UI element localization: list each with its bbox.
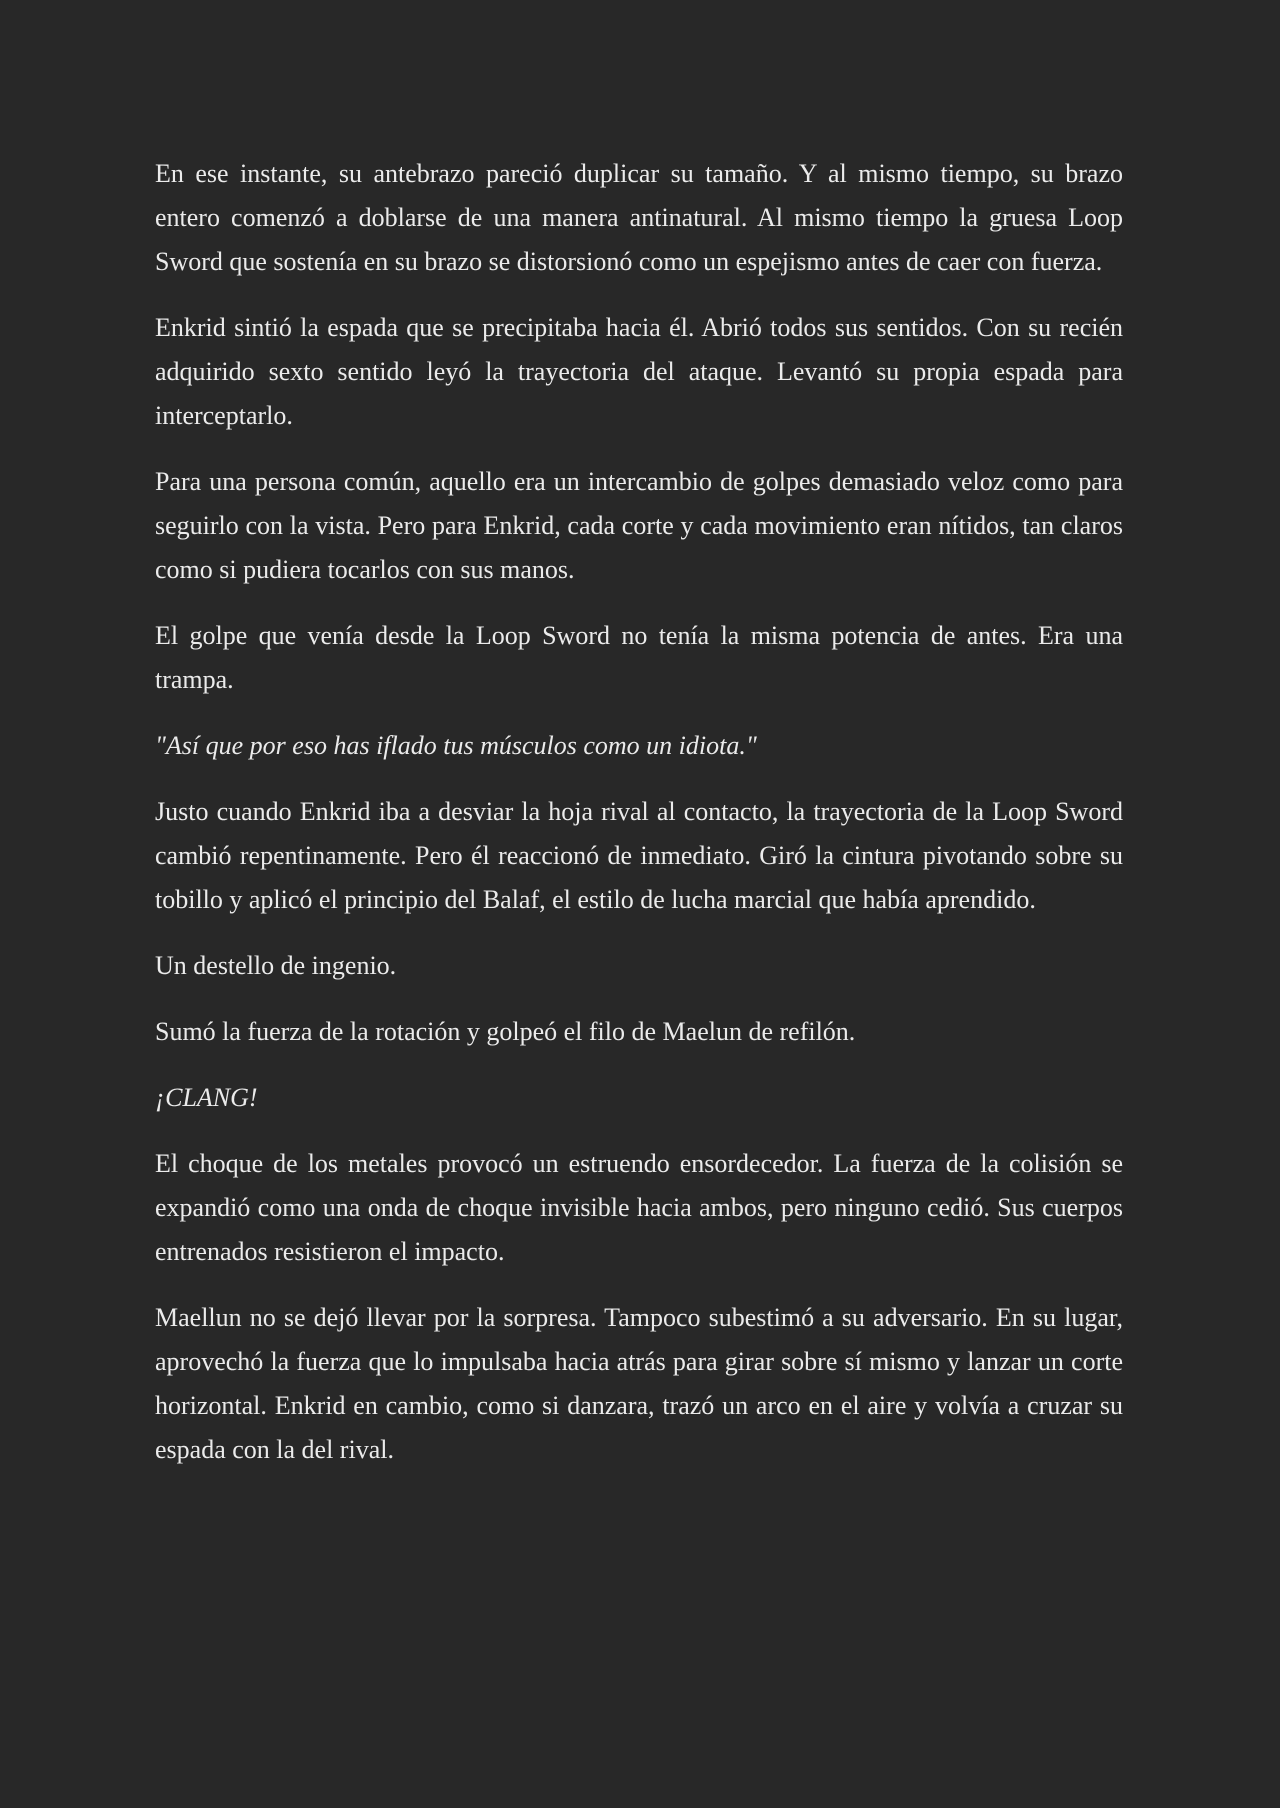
paragraph: Enkrid sintió la espada que se precipitaba hacia él. Abrió todos sus sentidos. Con su recién adquirido sexto sentido leyó la trayectoria del ataque. Levantó su propia espada para interceptarlo. <box>155 313 1123 430</box>
reading-pane <box>155 152 1123 1494</box>
paragraph: Para una persona común, aquello era un intercambio de golpes demasiado veloz como para seguirlo con la vista. Pero para Enkrid, cada corte y cada movimiento eran nítidos, tan claros como si pudiera tocarlos con sus manos. <box>155 467 1123 584</box>
paragraph: Maellun no se dejó llevar por la sorpresa. Tampoco subestimó a su adversario. En su lugar, aprovechó la fuerza que lo impulsaba hacia atrás para girar sobre sí mismo y lanzar un corte horizontal. Enkrid en cambio, como si danzara, trazó un arco en el aire y volvía a cruzar su espada con la del rival. <box>155 1303 1123 1464</box>
sound-effect: ¡CLANG! <box>155 1083 258 1112</box>
dialogue-line: "Así que por eso has iflado tus músculos como un idiota." <box>155 731 757 760</box>
paragraph: En ese instante, su antebrazo pareció duplicar su tamaño. Y al mismo tiempo, su brazo entero comenzó a doblarse de una manera antinatural. Al mismo tiempo la gruesa Loop Sword que sostenía en su brazo se distorsionó como un espejismo antes de caer con fuerza. <box>155 159 1123 276</box>
paragraph: Sumó la fuerza de la rotación y golpeó el filo de Maelun de refilón. <box>155 1017 856 1046</box>
paragraph: Un destello de ingenio. <box>155 951 397 980</box>
paragraph: Justo cuando Enkrid iba a desviar la hoja rival al contacto, la trayectoria de la Loop Sword cambió repentinamente. Pero él reaccionó de inmediato. Giró la cintura pivotando sobre su tobillo y aplicó el principio del Balaf, el estilo de lucha marcial que había aprendido. <box>155 797 1123 914</box>
paragraph: El golpe que venía desde la Loop Sword no tenía la misma potencia de antes. Era una trampa. <box>155 621 1123 694</box>
paragraph: El choque de los metales provocó un estruendo ensordecedor. La fuerza de la colisión se expandió como una onda de choque invisible hacia ambos, pero ninguno cedió. Sus cuerpos entrenados resistieron el impacto. <box>155 1149 1123 1266</box>
